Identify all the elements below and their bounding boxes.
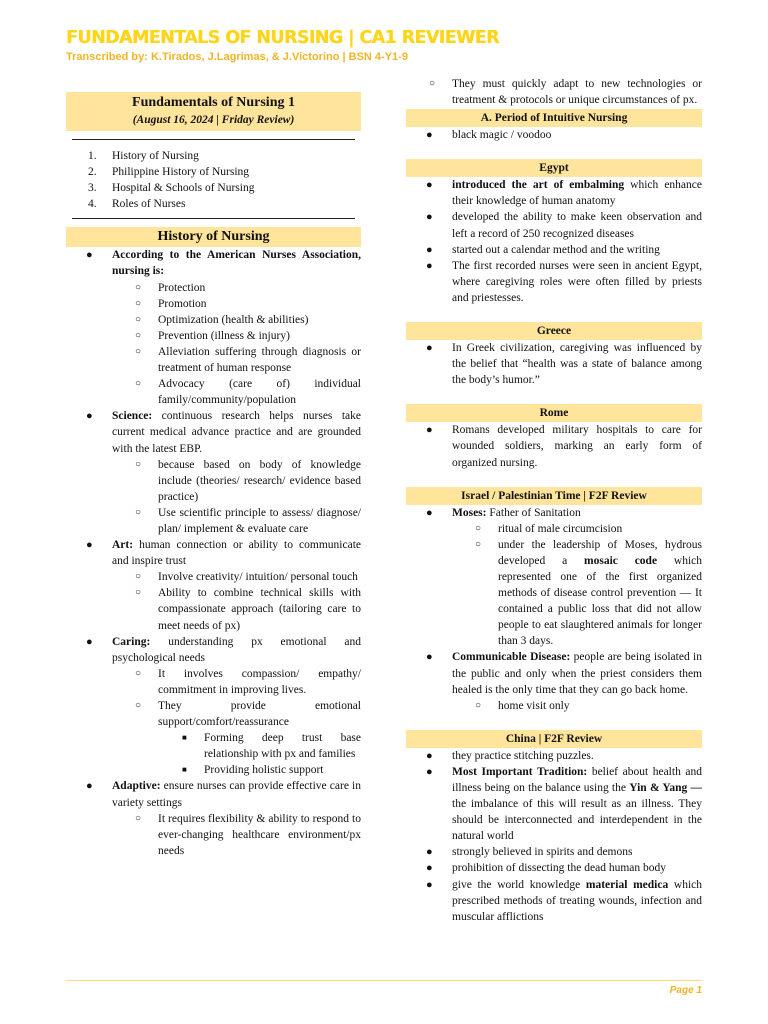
divider-top: [72, 139, 355, 140]
list-item: ○ home visit only: [475, 699, 570, 712]
topic-outline: [66, 148, 361, 212]
list-item: ● strongly believed in spirits and demons: [426, 846, 633, 859]
list-item: ○ Protection: [135, 281, 206, 294]
list-item: ○ because based on body of knowledge include (theories/ research/ evidence based practice): [135, 458, 361, 503]
list-item-communicable: ● Communicable Disease: people are being isolated in the public and only when the priest considers them healed is the only time that they can go back home. ○ home visit only: [406, 649, 702, 713]
list-item: ● Most Important Tradition: belief about health and illness being on the balance using the Yin & Yang — the imbalance of this will result as an illness. They should be interconnected and interdependent in the natural world: [426, 765, 703, 843]
greece-list: [406, 340, 702, 388]
section-heading-egypt: Egypt: [406, 159, 702, 177]
list-item: ● they practice stitching puzzles.: [426, 749, 594, 762]
list-item: ● The first recorded nurses were seen in ancient Egypt, where caregiving roles were often filled by priests and priestesses.: [426, 259, 702, 304]
outline-item: 1. History of Nursing: [88, 150, 199, 162]
list-item: ○ Involve creativity/ intuition/ personal touch: [135, 571, 358, 584]
china-list: [406, 748, 702, 925]
list-item-science: ● Science: continuous research helps nurses take current medical advance practice and are grounded with the latest EBP. ○ because based on body of knowledge include (theories/ research/ evidence based practice) ○ Use scientific principle to assess/ diagnose/ plan/ implement & evaluate care: [66, 408, 361, 537]
outline-item: 4. Roles of Nurses: [88, 198, 186, 211]
section-heading-china: China | F2F Review: [406, 730, 702, 748]
lecture-title: Fundamentals of Nursing 1: [132, 95, 295, 110]
list-item: ○ Promotion: [135, 297, 207, 310]
list-item: ○ It requires flexibility & ability to respond to ever-changing healthcare environment/px needs: [135, 812, 361, 857]
history-list: [66, 247, 361, 859]
list-item: ○ under the leadership of Moses, hydrous developed a mosaic code which represented one of the first organized methods of disease control prevention — It contained a public loss that did not allow people to eat slaughtered animals for longer than 3 days.: [475, 538, 702, 648]
list-item-ana: ● According to the American Nurses Association, nursing is: ○ Protection ○ Promotion ○ Optimization (health & abilities) ○ Prevention (illness & injury) ○ Alleviation suffering through diagnosis or treatment of human response ○ Advocacy (care of) individual family/community/population: [66, 247, 361, 408]
divider-bottom: [72, 218, 355, 219]
right-column: [406, 76, 702, 925]
list-item: ○ ritual of male circumcision: [475, 522, 623, 535]
list-item: ○ They must quickly adapt to new technologies or treatment & protocols or unique circumstances of px.: [429, 78, 702, 107]
outline-item: 2. Philippine History of Nursing: [88, 166, 250, 179]
list-item: ● black magic / voodoo: [426, 129, 552, 142]
list-item: ○ They provide emotional support/comfort/reassurance ■ Forming deep trust base relationship with px and families ■ Providing holistic support: [112, 698, 361, 778]
list-item: ● developed the ability to make keen observation and left a record of 250 recognized diseases: [426, 211, 702, 240]
rome-list: [406, 422, 702, 470]
list-item: ● In Greek civilization, caregiving was influenced by the belief that “health was a state of balance among the body’s humor.”: [426, 342, 702, 387]
israel-list: [406, 505, 702, 714]
list-item: ○ Alleviation suffering through diagnosis or treatment of human response: [135, 345, 361, 375]
list-item-moses: ● Moses: Father of Sanitation ○ ritual of male circumcision ○ under the leadership of Moses, hydrous developed a mosaic code which represented one of the first organized methods of disease control prevention — It contained a public loss that did not allow people to eat slaughtered animals for longer than 3 days.: [406, 505, 702, 650]
lecture-title-box: [66, 92, 361, 131]
section-heading-intuitive: A. Period of Intuitive Nursing: [406, 109, 702, 127]
list-item: ● introduced the art of embalming which enhance their knowledge of human anatomy: [426, 179, 702, 208]
list-item: ○ Ability to combine technical skills with compassionate approach (tailoring care to meet needs of px): [135, 587, 361, 632]
list-item: ● started out a calendar method and the writing: [426, 243, 660, 256]
document-title: FUNDAMENTALS OF NURSING | CA1 REVIEWER: [66, 28, 499, 48]
section-heading-rome: Rome: [406, 404, 702, 422]
list-item-caring: ● Caring: understanding px emotional and psychological needs ○ It involves compassion/ empathy/ commitment in improving lives. ○ They provide emotional support/comfort/reassurance ■ Forming deep trust base relationship with px and families ■ Providing holistic support: [66, 634, 361, 779]
list-item: ● prohibition of dissecting the dead human body: [426, 862, 666, 875]
lecture-date: (August 16, 2024 | Friday Review): [132, 114, 295, 126]
list-item: ○ Optimization (health & abilities): [135, 313, 309, 326]
document-subtitle: Transcribed by: K.Tirados, J.Lagrimas, & J.Victorino | BSN 4-Y1-9: [66, 51, 408, 63]
list-item: ● give the world knowledge material medica which prescribed methods of treating wounds, infection and muscular afflictions: [426, 878, 703, 923]
list-item: ● Romans developed military hospitals to care for wounded soldiers, marking an early form of organized nursing.: [426, 424, 702, 469]
list-item: ○ It involves compassion/ empathy/ commitment in improving lives.: [135, 667, 361, 696]
section-heading-history: History of Nursing: [66, 227, 361, 247]
section-heading-israel: Israel / Palestinian Time | F2F Review: [406, 487, 702, 505]
footer-divider: [66, 980, 702, 981]
outline-item: 3. Hospital & Schools of Nursing: [88, 182, 255, 195]
left-column: [66, 92, 361, 859]
page-number: Page 1: [669, 985, 702, 996]
list-item: ○ Use scientific principle to assess/ diagnose/ plan/ implement & evaluate care: [135, 506, 361, 535]
intuitive-list: [406, 127, 702, 143]
list-item: ○ Prevention (illness & injury): [135, 329, 290, 342]
egypt-list: [406, 177, 702, 306]
carryover-list: [406, 76, 702, 108]
list-item-adaptive: ● Adaptive: ensure nurses can provide effective care in variety settings ○ It requires flexibility & ability to respond to ever-changing healthcare environment/px needs: [66, 778, 361, 858]
list-item-art: ● Art: human connection or ability to communicate and inspire trust ○ Involve creativity/ intuition/ personal touch ○ Ability to combine technical skills with compassionate approach (tailoring care to meet needs of px): [66, 537, 361, 634]
list-item: ■ Providing holistic support: [182, 764, 324, 777]
section-heading-greece: Greece: [406, 322, 702, 340]
list-item: ○ Advocacy (care of) individual family/community/population: [135, 378, 361, 407]
list-item: ■ Forming deep trust base relationship with px and families: [182, 732, 361, 761]
